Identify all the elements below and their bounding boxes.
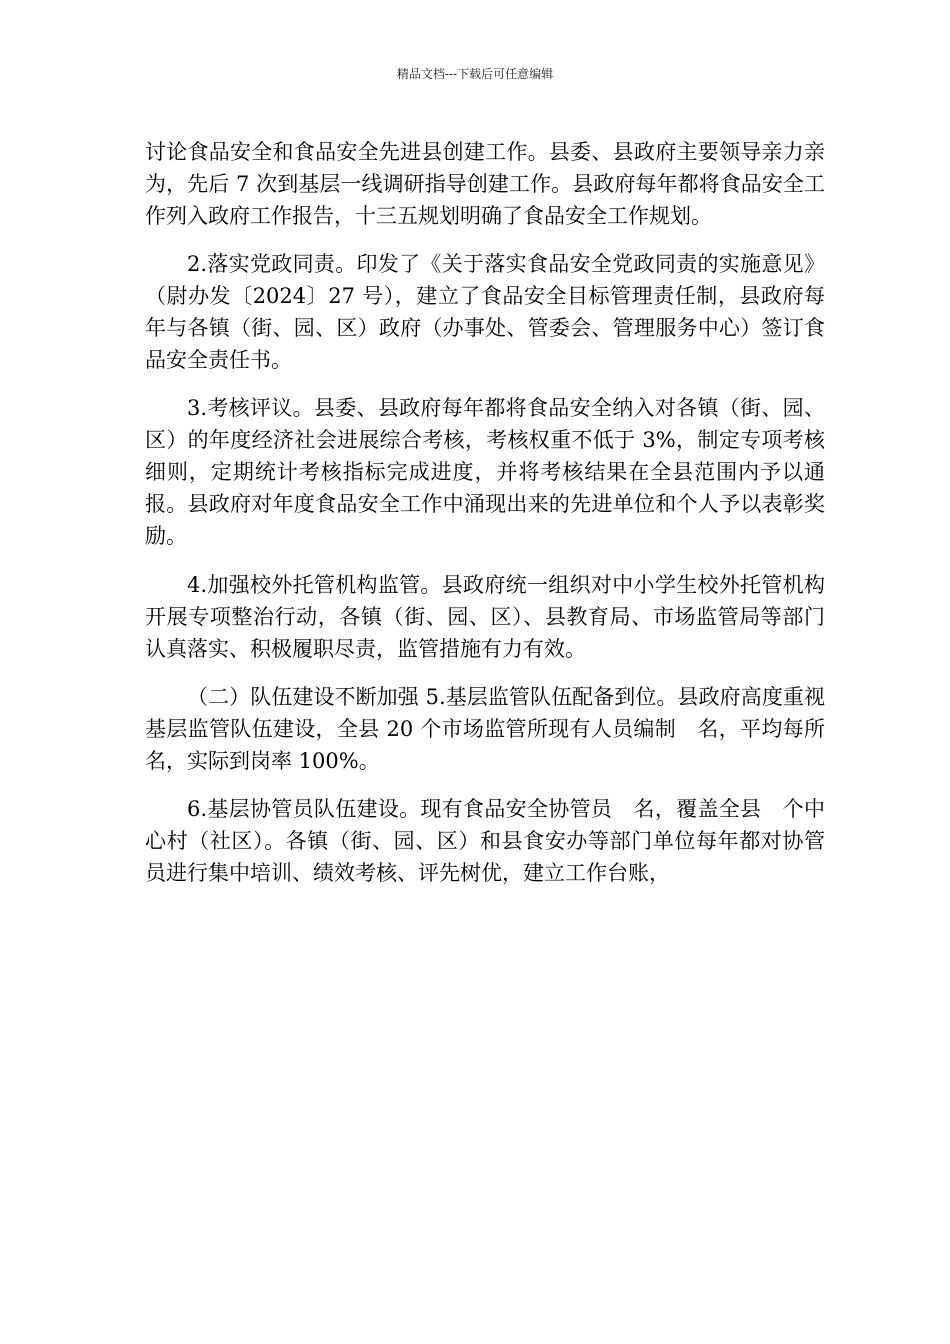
paragraph-5: （二）队伍建设不断加强 5.基层监管队伍配备到位。县政府高度重视基层监管队伍建设，全县 20 个市场监管所现有人员编制 名，平均每所 名，实际到岗率 100%。 (145, 684, 846, 773)
paragraph-1: 讨论食品安全和食品安全先进县创建工作。县委、县政府主要领导亲力亲为，先后 7 次到基层一线调研指导创建工作。县政府每年都将食品安全工作列入政府工作报告，十三五规划明确了食品安全工作规划。 (145, 140, 825, 228)
paragraph-2: 2.落实党政同责。印发了《关于落实食品安全党政同责的实施意见》（尉办发〔2024〕27 号），建立了食品安全目标管理责任制，县政府每年与各镇（街、园、区）政府（办事处、管委会、管理服务中心）签订食品安全责任书。 (145, 252, 825, 373)
page-header: 精品文档---下载后可任意编辑 (396, 67, 554, 81)
document-body (145, 136, 846, 905)
paragraph-4: 4.加强校外托管机构监管。县政府统一组织对中小学生校外托管机构开展专项整治行动，各镇（街、园、区）、县教育局、市场监管局等部门认真落实、积极履职尽责，监管措施有力有效。 (145, 572, 825, 661)
paragraph-6: 6.基层协管员队伍建设。现有食品安全协管员 名，覆盖全县 个中心村（社区）。各镇（街、园、区）和县食安办等部门单位每年都对协管员进行集中培训、绩效考核、评先树优，建立工作台账， (145, 796, 825, 885)
paragraph-3: 3.考核评议。县委、县政府每年都将食品安全纳入对各镇（街、园、区）的年度经济社会进展综合考核，考核权重不低于 3%，制定专项考核细则，定期统计考核指标完成进度，并将考核结果在全县范围内予以通报。县政府对年度食品安全工作中涌现出来的先进单位和个人予以表彰奖励。 (145, 396, 825, 549)
